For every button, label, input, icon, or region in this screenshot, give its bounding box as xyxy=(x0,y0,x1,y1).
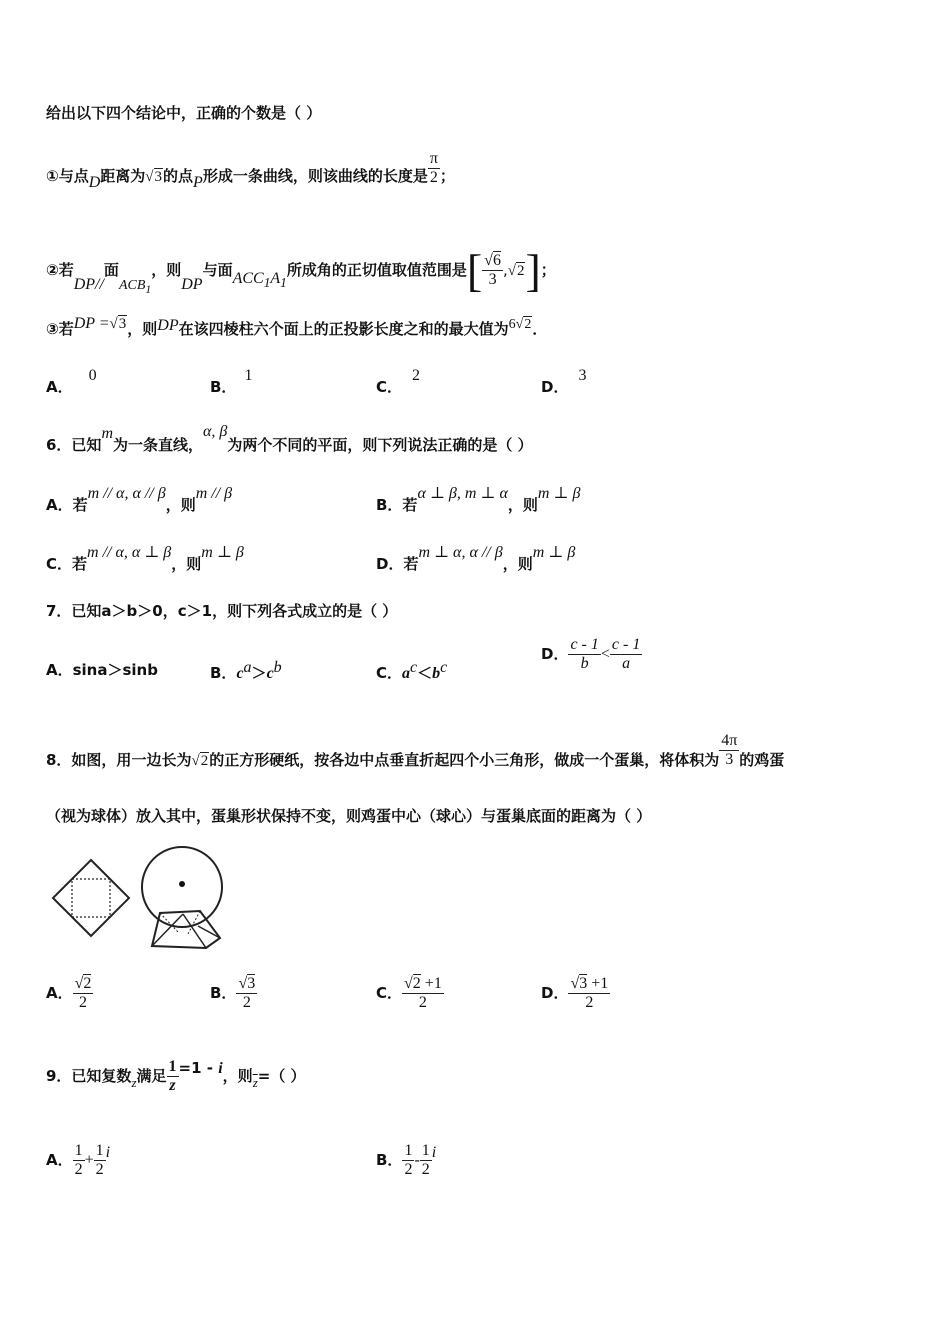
text: ，则 xyxy=(507,496,538,514)
text: 为两个不同的平面，则下列说法正确的是（ ） xyxy=(227,436,533,454)
q8-option-d[interactable] xyxy=(541,975,610,1012)
superscript: c xyxy=(410,659,418,676)
option-label: D． xyxy=(541,984,569,1002)
left-bracket: [ xyxy=(466,245,483,296)
option-value: 2 xyxy=(412,367,421,384)
text: ，则 xyxy=(127,320,158,338)
result: m ⊥ β xyxy=(201,544,244,561)
plus: +1 xyxy=(420,975,442,992)
radicand: 2 xyxy=(524,317,532,332)
option-value: 1 xyxy=(244,367,253,384)
question-8-line-2: （视为球体）放入其中，蛋巢形状保持不变，则鸡蛋中心（球心）与蛋巢底面的距离为（ ） xyxy=(46,807,652,825)
math: a xyxy=(402,665,411,682)
text: 所成角的正切值取值范围是 xyxy=(286,261,467,279)
q6-option-a[interactable] xyxy=(46,485,233,515)
text: 的正方形硬纸，按各边中点垂直折起四个小三角形，做成一个蛋巢，将体积为 xyxy=(209,751,720,769)
fraction xyxy=(73,1142,85,1179)
numerator: √3 +1 xyxy=(570,975,609,992)
subscript: 1 xyxy=(145,282,152,296)
option-label: A． xyxy=(46,984,73,1002)
text: ③若 xyxy=(46,320,74,338)
numerator: 1 xyxy=(95,1142,104,1159)
option-label: C． xyxy=(376,984,403,1002)
q6-option-d[interactable] xyxy=(376,544,576,574)
sqrt: √2 xyxy=(515,317,532,332)
subscript: 1 xyxy=(263,275,271,291)
radicand: 3 xyxy=(579,975,588,992)
math: DP// xyxy=(73,276,104,293)
denominator: 2 xyxy=(95,1161,104,1178)
text: 的点 xyxy=(163,167,194,185)
math xyxy=(232,270,287,291)
math: α, β xyxy=(203,423,228,440)
text: 8．如图，用一边长为 xyxy=(46,751,192,769)
option-label: C． xyxy=(376,378,403,396)
plus: +1 xyxy=(587,975,609,992)
question-7: 7．已知a＞b＞0，c＞1，则下列各式成立的是（ ） xyxy=(46,602,398,620)
radicand: 2 xyxy=(412,975,421,992)
denominator: 2 xyxy=(404,1161,413,1178)
option-label: C． xyxy=(376,664,403,682)
radicand: 6 xyxy=(492,252,501,269)
denominator: 2 xyxy=(429,169,438,186)
math: c xyxy=(236,665,244,682)
option-label: D． xyxy=(541,645,569,663)
denominator: 3 xyxy=(725,751,734,768)
operator: - xyxy=(414,1151,420,1169)
fraction xyxy=(482,252,503,289)
right-bracket: ] xyxy=(525,245,541,296)
numerator: √3 xyxy=(238,975,256,992)
option-label: B． xyxy=(376,1151,403,1169)
conjugate-z: $\overline{z}$ xyxy=(252,1075,258,1090)
numerator: 1 xyxy=(421,1142,430,1159)
fraction xyxy=(402,975,444,1012)
text: 的鸡蛋 xyxy=(739,751,785,769)
radicand: 2 xyxy=(200,753,209,769)
result: m // β xyxy=(195,485,233,502)
text: ＞ xyxy=(251,664,267,682)
intro-line: 给出以下四个结论中，正确的个数是（ ） xyxy=(46,104,322,122)
text: 形成一条曲线，则该曲线的长度是 xyxy=(202,167,428,185)
condition: m // α, α // β xyxy=(87,485,166,502)
text: ，则 xyxy=(502,555,533,573)
math-text: ACB xyxy=(118,278,146,293)
math: P xyxy=(193,174,203,191)
denominator: 2 xyxy=(585,994,594,1011)
text: =（ ） xyxy=(257,1067,306,1085)
math: i xyxy=(105,1143,111,1161)
option-label: A． xyxy=(46,378,73,396)
comma: , xyxy=(502,261,508,279)
text: 为一条直线， xyxy=(113,436,204,454)
fraction xyxy=(420,1142,432,1179)
text: 面 xyxy=(103,261,119,279)
denominator: a xyxy=(622,655,631,672)
option-label: D． xyxy=(541,378,569,396)
numerator: √2 xyxy=(74,975,92,992)
text: ，则 xyxy=(222,1067,253,1085)
math: z xyxy=(131,1075,137,1090)
option-label: B． xyxy=(210,984,237,1002)
fraction xyxy=(167,1058,179,1095)
fraction xyxy=(568,636,600,673)
q8-option-c[interactable] xyxy=(376,975,444,1012)
text: ； xyxy=(540,261,556,279)
text: ，则 xyxy=(151,261,182,279)
fraction xyxy=(402,1142,414,1179)
numerator: 1 xyxy=(74,1142,83,1159)
q5-option-a[interactable] xyxy=(46,367,97,397)
statement-2 xyxy=(46,244,556,297)
condition: m ⊥ α, α // β xyxy=(418,544,503,561)
radicand: 3 xyxy=(154,169,163,185)
radicand: 2 xyxy=(516,263,525,279)
q8-option-a[interactable] xyxy=(46,975,93,1012)
option-label: A． xyxy=(46,1151,73,1169)
denominator: z xyxy=(169,1077,176,1094)
fraction xyxy=(73,975,94,1012)
numerator: c - 1 xyxy=(570,636,599,653)
superscript: b xyxy=(273,659,282,676)
numerator: 1 xyxy=(168,1058,177,1075)
denominator: 2 xyxy=(418,994,427,1011)
q5-option-c[interactable] xyxy=(376,367,421,397)
radicand: 2 xyxy=(83,975,92,992)
fraction xyxy=(568,975,610,1012)
q7-option-c[interactable] xyxy=(376,659,447,683)
subscript: 1 xyxy=(280,275,287,291)
option-value: 0 xyxy=(88,367,97,384)
math: b xyxy=(432,665,441,682)
text: =1 - xyxy=(178,1059,219,1077)
sqrt: √3 xyxy=(145,169,163,185)
numerator: √2 +1 xyxy=(404,975,442,992)
text: 在该四棱柱六个面上的正投影长度之和的最大值为 xyxy=(178,320,509,338)
q9-option-b[interactable] xyxy=(376,1142,436,1179)
math: i xyxy=(431,1143,437,1161)
math: i xyxy=(218,1060,223,1077)
text: 6．已知 xyxy=(46,436,102,454)
text: < xyxy=(600,645,610,663)
denominator: 2 xyxy=(421,1161,430,1178)
denominator: b xyxy=(580,655,589,672)
result: m ⊥ β xyxy=(537,485,581,502)
text: ②若 xyxy=(46,261,74,279)
q5-option-b[interactable] xyxy=(210,367,253,397)
option-label: B． xyxy=(210,664,237,682)
option-label: B． xyxy=(210,378,237,396)
math: DP xyxy=(181,276,203,293)
sqrt: √3 xyxy=(109,316,127,332)
numerator: c - 1 xyxy=(611,636,641,653)
text: ，则 xyxy=(171,555,202,573)
option-label: A．若 xyxy=(46,496,88,514)
text: 与面 xyxy=(202,261,233,279)
sqrt: √2 xyxy=(507,263,525,279)
q7-option-b[interactable] xyxy=(210,659,282,683)
denominator: 2 xyxy=(242,994,251,1011)
condition: α ⊥ β, m ⊥ α xyxy=(417,485,508,502)
radicand: 3 xyxy=(247,975,256,992)
nest-edge xyxy=(183,914,206,948)
sqrt: √2 xyxy=(191,753,209,769)
math-text: A xyxy=(270,270,281,287)
numerator: 4π xyxy=(721,732,738,749)
math: 6 xyxy=(508,317,516,332)
fraction xyxy=(610,636,642,673)
denominator: 2 xyxy=(79,994,87,1011)
q7-option-a[interactable]: A．sina＞sinb xyxy=(46,661,158,679)
square-outline xyxy=(53,860,129,936)
q7-option-d[interactable] xyxy=(541,636,642,673)
statement-1 xyxy=(46,150,455,195)
superscript: c xyxy=(440,659,448,676)
text: ，则 xyxy=(165,496,196,514)
operator: + xyxy=(84,1151,94,1169)
inner-square xyxy=(72,879,110,917)
numerator: π xyxy=(429,150,438,167)
text: ①与点 xyxy=(46,167,89,185)
q6-option-c[interactable] xyxy=(46,544,244,574)
text: ＜ xyxy=(417,664,433,682)
math-text: ACC xyxy=(232,270,264,287)
egg-nest-figure xyxy=(48,838,228,956)
option-value: 3 xyxy=(578,367,587,384)
math: D xyxy=(88,174,101,191)
numerator: 1 xyxy=(404,1142,413,1159)
q6-option-b[interactable] xyxy=(376,485,581,515)
math: DP xyxy=(157,317,179,334)
question-9 xyxy=(46,1058,306,1095)
text: ． xyxy=(532,320,548,338)
q9-option-a[interactable] xyxy=(46,1142,110,1179)
question-6 xyxy=(46,423,533,455)
math: DP = xyxy=(73,315,110,332)
text: 满足 xyxy=(136,1067,167,1085)
result: m ⊥ β xyxy=(532,544,576,561)
math: c xyxy=(266,665,274,682)
statement-3 xyxy=(46,315,548,339)
option-label: B．若 xyxy=(376,496,418,514)
option-label: C．若 xyxy=(46,555,88,573)
math xyxy=(118,278,152,296)
text: 距离为 xyxy=(100,167,146,185)
q5-option-d[interactable] xyxy=(541,367,587,397)
numerator: √6 xyxy=(484,252,501,269)
fraction xyxy=(94,1142,106,1179)
fraction xyxy=(236,975,257,1012)
denominator: 3 xyxy=(488,271,497,288)
q8-option-b[interactable] xyxy=(210,975,257,1012)
fraction xyxy=(428,150,440,187)
math: m xyxy=(101,425,113,442)
text: 9．已知复数 xyxy=(46,1067,132,1085)
fraction xyxy=(719,732,739,769)
denominator: 2 xyxy=(74,1161,83,1178)
option-label: D．若 xyxy=(376,555,419,573)
condition: m // α, α ⊥ β xyxy=(87,544,172,561)
egg-center xyxy=(179,881,185,887)
superscript: a xyxy=(243,659,252,676)
text: ； xyxy=(439,167,455,185)
radicand: 3 xyxy=(118,316,127,332)
